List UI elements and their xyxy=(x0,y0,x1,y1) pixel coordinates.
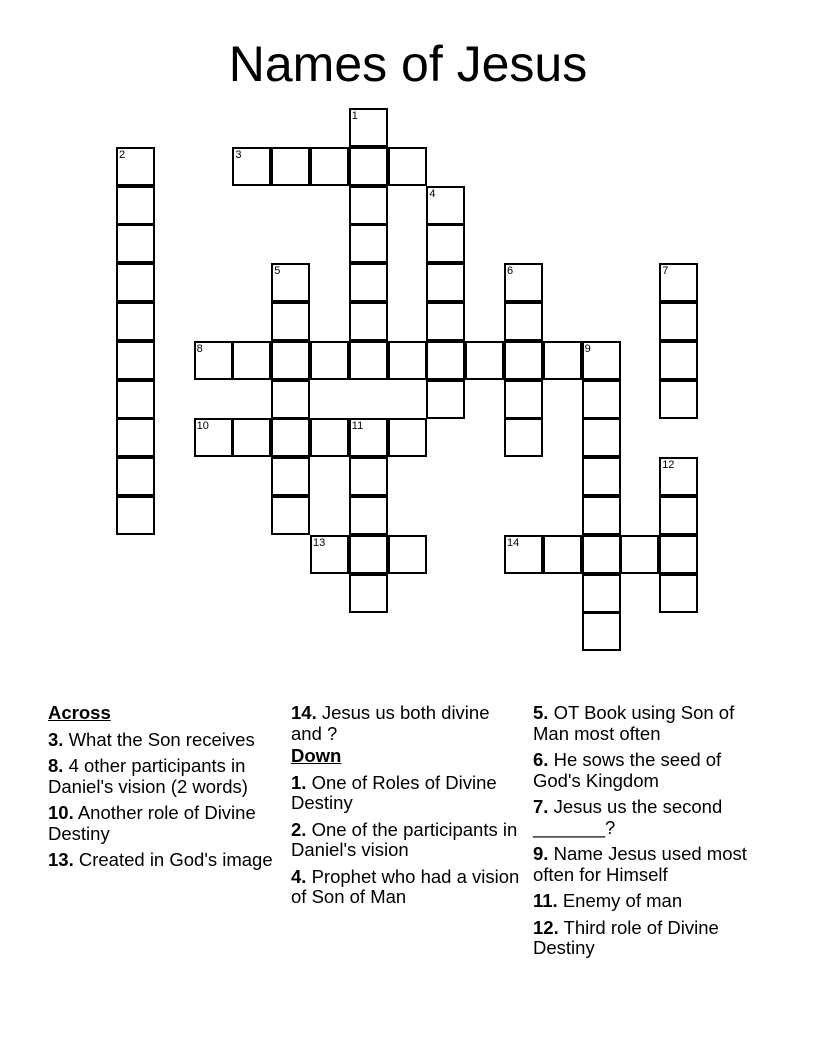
grid-cell[interactable] xyxy=(271,263,310,302)
grid-cell[interactable] xyxy=(194,341,233,380)
clue-number: 9. xyxy=(533,843,549,864)
grid-cell[interactable] xyxy=(426,186,465,225)
grid-cell[interactable] xyxy=(504,380,543,419)
grid-cell[interactable] xyxy=(582,380,621,419)
clue-number: 5. xyxy=(533,702,549,723)
clue-text: Third role of Divine Destiny xyxy=(533,916,719,958)
clue-column-1 xyxy=(48,703,278,877)
grid-cell[interactable] xyxy=(271,380,310,419)
grid-cell[interactable] xyxy=(310,341,349,380)
clue-number: 2. xyxy=(291,818,307,840)
clue-across-3 xyxy=(48,730,278,751)
grid-cell[interactable] xyxy=(349,457,388,496)
clue-text: Jesus us both divine and ? xyxy=(291,702,490,744)
cell-number: 1 xyxy=(351,110,358,122)
clue-number: 6. xyxy=(533,749,549,770)
grid-cell[interactable] xyxy=(582,535,621,574)
down-heading: Down xyxy=(291,745,342,766)
grid-cell[interactable] xyxy=(426,224,465,263)
grid-cell[interactable] xyxy=(116,341,155,380)
grid-cell[interactable] xyxy=(504,418,543,457)
clue-text: Prophet who had a vision of Son of Man xyxy=(291,865,520,907)
grid-cell[interactable] xyxy=(659,341,698,380)
grid-cell[interactable] xyxy=(582,418,621,457)
cell-number: 12 xyxy=(662,459,675,472)
cell-number: 4 xyxy=(429,187,436,200)
grid-cell[interactable] xyxy=(426,263,465,302)
grid-cell[interactable] xyxy=(232,147,271,186)
grid-cell[interactable] xyxy=(310,147,349,186)
grid-cell[interactable] xyxy=(349,341,388,380)
grid-cell[interactable] xyxy=(232,418,271,457)
clue-number: 3. xyxy=(48,728,64,750)
cell-number: 8 xyxy=(196,342,203,355)
clue-text: Enemy of man xyxy=(562,890,683,911)
clue-text: Name Jesus used most often for Himself xyxy=(533,843,747,885)
grid-cell[interactable] xyxy=(349,418,388,457)
grid-cell[interactable] xyxy=(659,496,698,535)
grid-cell[interactable] xyxy=(620,535,659,574)
grid-cell[interactable] xyxy=(271,418,310,457)
page-title: Names of Jesus xyxy=(228,36,588,92)
crossword-grid xyxy=(117,109,700,654)
grid-cell[interactable] xyxy=(349,108,388,147)
clue-down-4 xyxy=(291,867,521,908)
grid-cell[interactable] xyxy=(388,341,427,380)
grid-cell[interactable] xyxy=(582,341,621,380)
grid-cell[interactable] xyxy=(349,224,388,263)
clue-number: 1. xyxy=(291,771,307,793)
grid-cell[interactable] xyxy=(349,535,388,574)
grid-cell[interactable] xyxy=(659,574,698,613)
clue-down-7 xyxy=(533,797,763,838)
clue-column-2 xyxy=(291,703,521,914)
grid-cell[interactable] xyxy=(543,341,582,380)
clue-text: Created in God's image xyxy=(78,849,273,870)
grid-cell[interactable] xyxy=(349,574,388,613)
grid-cell[interactable] xyxy=(271,302,310,341)
across-heading: Across xyxy=(48,702,111,723)
cell-number: 7 xyxy=(662,265,669,278)
clue-number: 11. xyxy=(533,890,558,911)
grid-cell[interactable] xyxy=(659,380,698,419)
grid-cell[interactable] xyxy=(271,147,310,186)
cell-number: 2 xyxy=(119,148,126,161)
grid-cell[interactable] xyxy=(426,302,465,341)
grid-cell[interactable] xyxy=(194,418,233,457)
clue-down-5 xyxy=(533,703,763,744)
cell-number: 14 xyxy=(507,536,520,549)
cell-number: 9 xyxy=(584,342,591,355)
grid-cell[interactable] xyxy=(659,263,698,302)
clue-down-9 xyxy=(533,844,763,885)
grid-cell[interactable] xyxy=(349,263,388,302)
grid-cell[interactable] xyxy=(116,457,155,496)
clue-across-10 xyxy=(48,803,278,844)
grid-cell[interactable] xyxy=(582,457,621,496)
clue-text: Jesus us the second _______? xyxy=(533,796,723,838)
clue-across-14 xyxy=(291,703,521,744)
clue-text: What the Son receives xyxy=(68,728,255,750)
clue-down-2 xyxy=(291,820,521,861)
clue-text: Another role of Divine Destiny xyxy=(48,802,256,844)
grid-cell[interactable] xyxy=(465,341,504,380)
clue-number: 12. xyxy=(533,916,559,938)
grid-cell[interactable] xyxy=(116,496,155,535)
clue-column-3 xyxy=(533,703,763,965)
clue-number: 8. xyxy=(48,755,64,776)
grid-cell[interactable] xyxy=(504,341,543,380)
clue-down-11 xyxy=(533,891,763,912)
clue-text: One of the participants in Daniel's vision xyxy=(291,818,518,860)
clue-text: One of Roles of Divine Destiny xyxy=(291,771,497,813)
clue-number: 10. xyxy=(48,802,74,823)
grid-cell[interactable] xyxy=(388,147,427,186)
clue-across-8 xyxy=(48,756,278,797)
grid-cell[interactable] xyxy=(116,224,155,263)
clue-across-13 xyxy=(48,850,278,871)
grid-cell[interactable] xyxy=(232,341,271,380)
clue-down-12 xyxy=(533,918,763,959)
cell-number: 13 xyxy=(313,536,326,549)
grid-cell[interactable] xyxy=(349,496,388,535)
grid-cell[interactable] xyxy=(116,147,155,186)
grid-cell[interactable] xyxy=(582,574,621,613)
grid-cell[interactable] xyxy=(582,496,621,535)
grid-cell[interactable] xyxy=(349,186,388,225)
grid-cell[interactable] xyxy=(116,302,155,341)
grid-cell[interactable] xyxy=(659,535,698,574)
cell-number: 10 xyxy=(196,420,209,433)
grid-cell[interactable] xyxy=(504,263,543,302)
grid-cell[interactable] xyxy=(659,302,698,341)
clue-text: 4 other participants in Daniel's vision (2 words) xyxy=(48,755,248,797)
grid-cell[interactable] xyxy=(271,496,310,535)
grid-cell[interactable] xyxy=(659,457,698,496)
grid-cell[interactable] xyxy=(582,612,621,651)
grid-cell[interactable] xyxy=(116,263,155,302)
clue-text: OT Book using Son of Man most often xyxy=(533,702,735,744)
grid-cell[interactable] xyxy=(310,535,349,574)
clue-down-6 xyxy=(533,750,763,791)
cell-number: 11 xyxy=(351,420,364,433)
grid-cell[interactable] xyxy=(116,186,155,225)
grid-cell[interactable] xyxy=(504,535,543,574)
grid-cell[interactable] xyxy=(426,341,465,380)
grid-cell[interactable] xyxy=(271,341,310,380)
clue-down-1 xyxy=(291,773,521,814)
cell-number: 5 xyxy=(274,265,281,278)
clue-text: He sows the seed of God's Kingdom xyxy=(533,749,722,791)
cell-number: 3 xyxy=(235,148,242,161)
grid-cell[interactable] xyxy=(349,302,388,341)
grid-cell[interactable] xyxy=(116,418,155,457)
grid-cell[interactable] xyxy=(349,147,388,186)
clue-number: 13. xyxy=(48,849,74,870)
clue-number: 4. xyxy=(291,865,307,887)
grid-cell[interactable] xyxy=(388,418,427,457)
grid-cell[interactable] xyxy=(388,535,427,574)
grid-cell[interactable] xyxy=(310,418,349,457)
grid-cell[interactable] xyxy=(543,535,582,574)
clue-number: 14. xyxy=(291,702,317,723)
clue-number: 7. xyxy=(533,796,549,817)
grid-cell[interactable] xyxy=(426,380,465,419)
cell-number: 6 xyxy=(507,265,514,278)
grid-cell[interactable] xyxy=(504,302,543,341)
grid-cell[interactable] xyxy=(116,380,155,419)
grid-cell[interactable] xyxy=(271,457,310,496)
